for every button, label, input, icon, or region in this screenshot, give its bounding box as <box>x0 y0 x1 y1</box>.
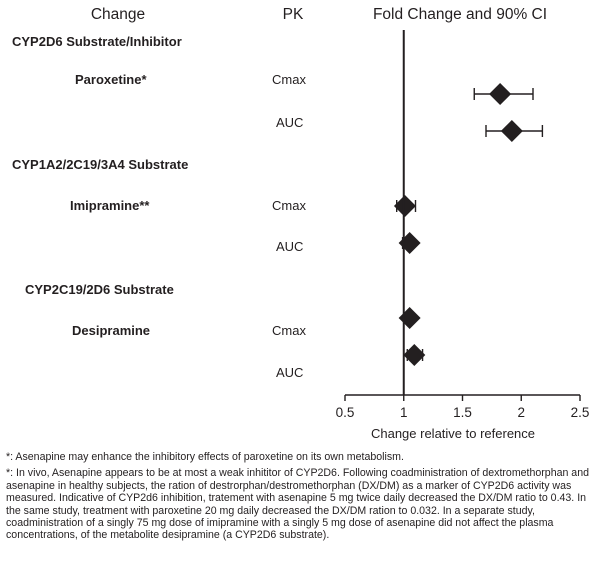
pk-label-2b: AUC <box>276 239 304 254</box>
estimate-diamond-1a <box>489 83 511 105</box>
pk-label-1a: Cmax <box>272 72 306 87</box>
group-label-1: CYP2D6 Substrate/Inhibitor <box>12 34 182 49</box>
drug-label-1: Paroxetine* <box>75 72 147 87</box>
x-tick-label-0: 0.5 <box>335 405 355 420</box>
drug-label-3: Desipramine <box>72 323 151 338</box>
pk-label-2a: Cmax <box>272 198 306 213</box>
x-tick-label-4: 2.5 <box>570 405 590 420</box>
x-tick-label-1: 1 <box>399 405 408 420</box>
group-label-3: CYP2C19/2D6 Substrate <box>25 282 174 297</box>
pk-label-3a: Cmax <box>272 323 306 338</box>
x-tick-label-2: 1.5 <box>453 405 472 420</box>
drug-label-2: Imipramine** <box>70 198 150 213</box>
header-pk: PK <box>282 6 304 23</box>
x-axis <box>336 30 590 420</box>
estimate-diamond-3b <box>403 344 425 366</box>
header-change: Change <box>90 6 146 23</box>
header-fold-change: Fold Change and 90% CI <box>372 6 548 23</box>
footnotes <box>6 451 600 546</box>
footnote-2: *: In vivo, Asenapine appears to be at most a weak inhititor of CYP2D6. Following coadministration of dextromethorphan and asenapine in healthy subjects, the ration of destrorphan/destromethorphan (DX/DM) as a marker of CYP2D6 activity was measured. Indicative of CYP2d6 inhibition, tratement with asenapine 5 mg twice daily decreased the DX/DM ratio to 0.43. In the same study, treatment with paroxetine 20 mg daily decreased the DX/DM ration to 0.032. In a separate study, coadministration of a singly 75 mg dose of imipramine with a singly 5 mg dose of asenapine did not affect the plasma concentrations, of the metabolite desipramine (a CYP2D6 substrate). <box>6 467 589 542</box>
pk-label-3b: AUC <box>276 365 304 380</box>
group-label-2: CYP1A2/2C19/3A4 Substrate <box>12 157 189 172</box>
pk-label-1b: AUC <box>276 115 304 130</box>
estimate-diamond-3a <box>399 307 421 329</box>
footnote-1: *: Asenapine may enhance the inhibitory effects of paroxetine on its own metabolism. <box>6 451 404 463</box>
x-axis-label: Change relative to reference <box>370 426 536 441</box>
estimate-diamond-2a <box>394 195 416 217</box>
x-tick-label-3: 2 <box>517 405 526 420</box>
estimate-diamond-1b <box>501 120 523 142</box>
estimate-diamond-2b <box>399 232 421 254</box>
plot-marks <box>394 83 542 366</box>
